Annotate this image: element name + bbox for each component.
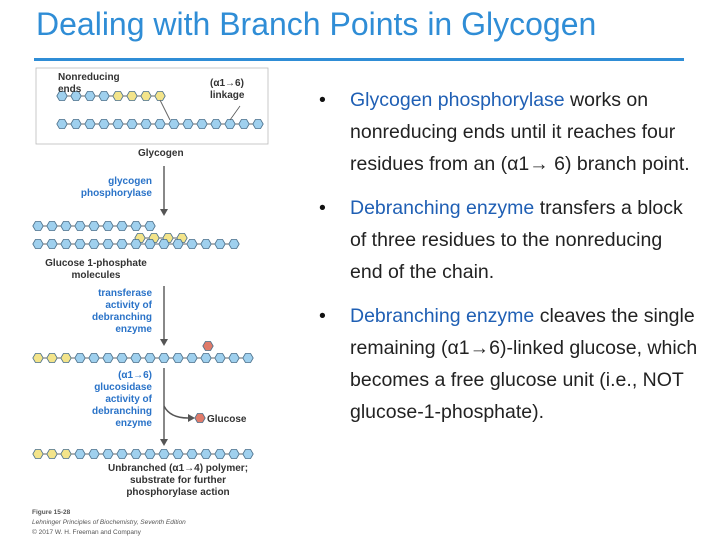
glucose-residue [33,450,43,459]
glucose-residue [197,120,207,129]
glucose-residue [117,222,127,231]
glucose-residue [229,354,239,363]
glucose-residue [103,354,113,363]
glucose-residue [47,240,57,249]
glucose-residue [61,354,71,363]
glucose-residue [225,120,235,129]
glucose-residue [229,240,239,249]
bullet-dot: • [319,305,326,327]
glucose-residue [131,240,141,249]
glucose-residue [131,222,141,231]
bullet-list [308,84,698,440]
glucose-residue [47,450,57,459]
glucose-residue [201,354,211,363]
bullet-dot: • [319,197,326,219]
glucose-residue [75,354,85,363]
glucose-residue [89,240,99,249]
glucose-residue [159,354,169,363]
glucose-residue [215,450,225,459]
glucose-residue [33,240,43,249]
bullet-dot: • [319,89,326,111]
glucose-residue [117,354,127,363]
bullet-text: works on nonreducing ends until it reaches four residues from an (α1→ 6) branch point. [350,89,690,175]
glucose-residue [141,92,151,101]
glucose-residue [169,120,179,129]
glucose-residue [103,450,113,459]
bullet-glucosidase [308,300,698,428]
glucose-residue [103,240,113,249]
linkage-pointer [230,106,240,120]
glucose-residue [183,120,193,129]
glucose-residue [33,222,43,231]
glucose-residue [89,450,99,459]
title-underline [34,58,684,61]
glucose-residue [145,222,155,231]
glucose-residue [103,222,113,231]
figure-number: Figure 15-28 [32,509,71,516]
glucose-residue [211,120,221,129]
bullet-highlight: Glycogen phosphorylase [350,89,565,111]
release-arrow [164,406,188,418]
bullet-phosphorylase [308,84,698,180]
glucose-residue [85,120,95,129]
glucose-residue [173,240,183,249]
glucose-residue [47,354,57,363]
glycogen-debranching-figure [30,66,280,540]
glucose-residue [187,450,197,459]
glucose-residue [47,222,57,231]
bullet-highlight: Debranching enzyme [350,305,535,327]
glucose-residue [57,120,67,129]
glucose-residue [253,120,263,129]
glucose-residue [89,354,99,363]
glucose-residue [61,222,71,231]
glucosidase-label: (α1→6) glucosidase activity of debranching enzyme [91,370,152,429]
glucose-residue [229,450,239,459]
figure-copyright: © 2017 W. H. Freeman and Company [32,529,141,536]
bullet-highlight: Debranching enzyme [350,197,535,219]
glucose-residue [145,450,155,459]
unbranched-polymer-label: Unbranched (α1→4) polymer; substrate for further phosphorylase action [107,463,249,498]
figure-source: Lehninger Principles of Biochemistry, Seventh Edition [32,519,186,526]
glucose-residue [155,92,165,101]
glucose-residue [145,240,155,249]
glucose-residue [89,222,99,231]
bullet-transferase [308,192,698,288]
transferase-label: transferase activity of debranching enzyme [91,288,152,335]
arrow-head [160,209,168,216]
glucose-residue [243,354,253,363]
glucose-residue [201,240,211,249]
glucose-residue [243,450,253,459]
glucose-residue [215,354,225,363]
glucose-residue [127,120,137,129]
arrow-head [160,439,168,446]
glucose-residue [187,240,197,249]
glucose-residue [33,354,43,363]
glucose-residue [155,120,165,129]
glucose-residue [113,120,123,129]
free-glucose-label: Glucose [207,414,247,425]
glucose-residue [75,222,85,231]
slide-title: Dealing with Branch Points in Glycogen [36,6,597,42]
bullet-text: cleaves the single remaining (α1→6)-linked glucose, which becomes a free glucose unit (i.e., NOT glucose-1-phosphate). [350,305,698,423]
glucose-residue [75,240,85,249]
arrow-head [160,339,168,346]
glucose-residue [127,92,137,101]
glucose-residue [173,354,183,363]
glucose-residue [117,450,127,459]
glucose-residue [215,240,225,249]
nonreducing-ends-label: Nonreducing ends [58,72,120,95]
glycogen-label: Glycogen [138,148,184,159]
glucose-residue [71,120,81,129]
glucose-residue [131,354,141,363]
glucose-residue [187,354,197,363]
release-arrow-head [188,414,195,422]
glucose-residue [99,120,109,129]
branch-bond [160,100,170,120]
glucose-residue [61,450,71,459]
glucose-residue [141,120,151,129]
glucose-residue [61,240,71,249]
glucose-residue [75,450,85,459]
glucose-residue [173,450,183,459]
glucose-residue [201,450,211,459]
glucose-residue [239,120,249,129]
linkage-label: (α1→6) linkage [210,78,245,101]
glycogen-phosphorylase-label: glycogen phosphorylase [80,176,152,199]
glucose-1-phosphate-label: Glucose 1-phosphate molecules [45,258,147,281]
glucose-residue [117,240,127,249]
glucose-residue [145,354,155,363]
glucose-residue [159,450,169,459]
glucose-residue [203,342,213,351]
bullet-text: transfers a block of three residues to the nonreducing end of the chain. [350,197,683,283]
glucose-residue [131,450,141,459]
glucose-residue [159,240,169,249]
glucose-residue [195,414,205,423]
